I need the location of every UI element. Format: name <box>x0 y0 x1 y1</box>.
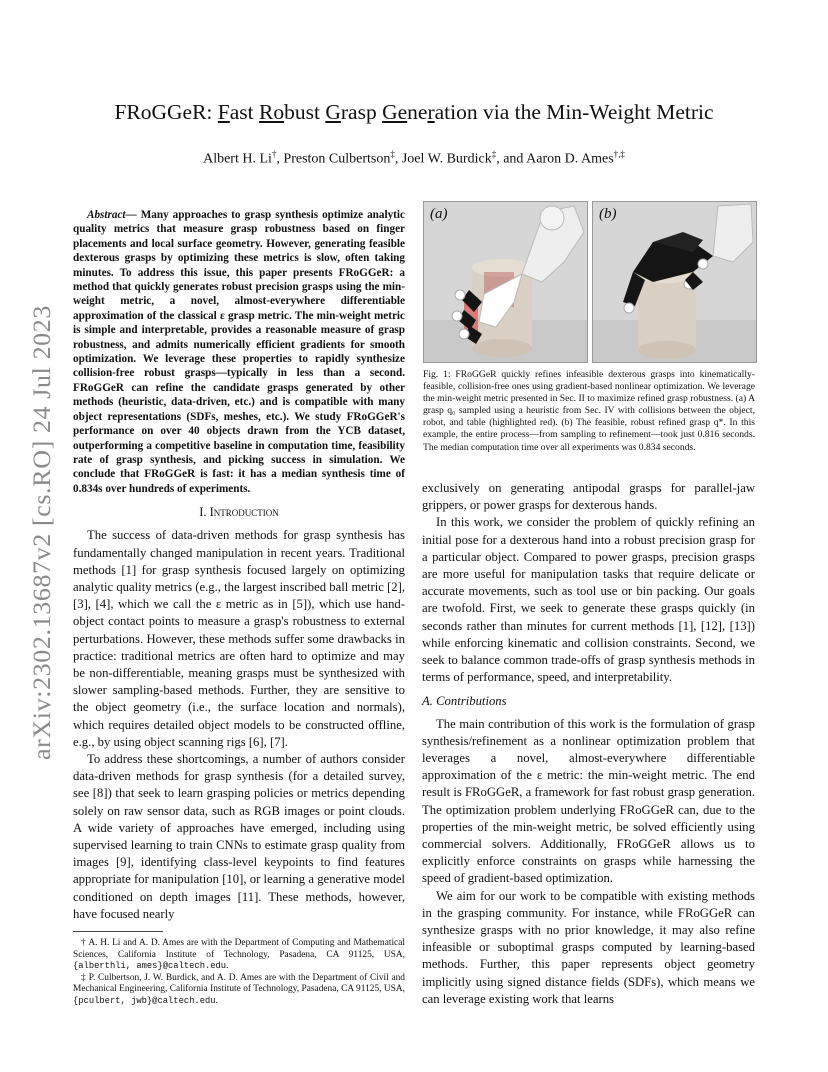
intro-paragraph-1: The success of data-driven methods for grasp synthesis has fundamentally changed manipulation in recent years. Traditional methods [1] for grasp synthesis focused largely on optimizing analytic quality metrics (e.g., the largest inscribed ball metric [2], [3], [4], which we call the ε metric as in [5]), which use hand-object contact points to measure a grasp's robustness to external perturbations. However, these methods suffer some drawbacks in practice: traditional metrics are often hard to optimize and may be non-differentiable, meaning grasps must be synthesized with slower sampling-based methods. Further, they are sensitive to the object geometry (i.e., the surface location and normals), which requires detailed object models to be constructed offline, e.g., by using object scanning rigs [6], [7]. <box>73 528 405 749</box>
figure-1-caption: Fig. 1: FRoGGeR quickly refines infeasible dexterous grasps into kinematically-feasible, collision-free ones using gradient-based nonlinear optimization. We leverage the min-weight metric presented in Sec. II to maximize refined grasp robustness. (a) A grasp q₀ sampled using a heuristic from Sec. IV with collisions between the object, robot, and table (highlighted red). (b) The feasible, robust refined grasp q*. In this example, the entire process—from sampling to refinement—took just 0.816 seconds. The median computation time over all experiments was 0.834 seconds. <box>423 369 755 453</box>
title-parts <box>218 100 714 124</box>
figure-panel-b <box>592 201 757 363</box>
footnote-2-text: ‡ P. Culbertson, J. W. Burdick, and A. D. Ames are with the Department of Civil and Mechanical Engineering, California Institute of Technology, Pasadena, CA 91125, USA, <box>73 972 405 995</box>
footnote-1 <box>73 938 405 973</box>
panel-b-label: (b) <box>599 206 617 222</box>
arxiv-identifier <box>12 302 68 762</box>
section-heading-introduction: I. Introduction <box>199 505 279 520</box>
footnote-1-end: . <box>226 961 229 972</box>
intro-paragraph-2: To address these shortcomings, a number of authors consider data-driven methods for grasp synthesis (for a detailed survey, see [8]) that seek to learn grasping policies or metrics depending solely on raw sensor data, such as RGB images or point clouds. A wide variety of approaches have emerged, including using supervised learning to train CNNs to estimate grasp quality from images [9], identifying class-level keypoints to find features appropriate for manipulation [10], or learning a generative model conditioned on depth images [11]. These methods, however, have focused nearly <box>73 751 405 921</box>
title-word-rest: ne <box>407 100 428 124</box>
author-name: Joel W. Burdick <box>401 151 492 167</box>
author-name: Preston Culbertson <box>283 151 391 167</box>
panel-a-label: (a) <box>430 206 448 222</box>
title-word-rest: rasp <box>340 100 383 124</box>
author-affiliation-mark: † <box>271 149 277 159</box>
author-affiliation-mark: †,‡ <box>613 149 625 159</box>
title-word-rest: ast <box>229 100 260 124</box>
author-affiliation-mark: ‡ <box>491 149 497 159</box>
author-name: Aaron D. Ames <box>526 151 614 167</box>
intro-paragraph-3-continued: exclusively on generating antipodal grasps for parallel-jaw grippers, or power grasps for dexterous hands. <box>422 481 755 513</box>
right-column <box>422 480 755 1008</box>
subsection-heading-contributions: A. Contributions <box>422 694 507 709</box>
title-prefix: FRoGGeR: <box>114 100 218 124</box>
figure-1 <box>423 201 755 361</box>
title-acronym-letter: Ro <box>259 100 285 124</box>
footnote-rule <box>73 931 163 932</box>
title-word-rest: bust <box>284 100 326 124</box>
title-acronym-letter: Ge <box>382 100 408 124</box>
contributions-paragraph-2: We aim for our work to be compatible with existing methods in the grasping community. For instance, while FRoGGeR can synthesize grasps with no prior knowledge, it may also refine infeasible or suboptimal grasps computed by learning-based methods. Further, this paper represents object geometry implicitly using signed distance fields (SDFs), which means we can leverage existing work that learns <box>422 888 755 1006</box>
arxiv-id-text: arXiv:2302.13687v2 [cs.RO] 24 Jul 2023 <box>29 321 56 760</box>
footnote-2-email[interactable]: {pculbert, jwb}@caltech.edu <box>73 995 216 1006</box>
contributions-paragraph-1: The main contribution of this work is the formulation of grasp synthesis/refinement as a nonlinear optimization problem that leverages a novel, almost-everywhere differentiable approximation of the ε metric: the min-weight metric. The end result is FRoGGeR, a framework for fast robust grasp generation. The optimization problem underlying FRoGGeR can, due to the properties of the min-weight metric, be solved efficiently using commercial solvers. Additionally, FRoGGeR allows us to explicitly enforce constraints on grasps while harnessing the speed of gradient-based optimization. <box>422 716 755 886</box>
title-acronym-letter: r <box>427 100 435 124</box>
author-affiliation-mark: ‡ <box>390 149 395 159</box>
robot-grasp-render-b <box>593 202 756 362</box>
abstract-text: — Many approaches to grasp synthesis optimize analytic quality metrics that measure grasp robustness based on finger placements and local surface geometry. However, generating feasible dexterous grasps by optimizing these metrics is slow, often taking minutes. To address this issue, this paper presents FRoGGeR: a method that quickly generates robust precision grasps using the min-weight metric, a novel, almost-everywhere differentiable approximation of the classical ε grasp metric. The min-weight metric is simple and interpretable, provides a reasonable measure of grasp robustness, and admits numerically efficient gradients for smooth optimization. We leverage these properties to rapidly synthesize collision-free robust grasps—typically in less than a second. FRoGGeR can refine the candidate grasps generated by other methods (heuristic, data-driven, etc.) and is compatible with many object representations (SDFs, meshes, etc.). We study FRoGGeR's performance on over 40 objects drawn from the YCB dataset, outperforming a competitive baseline in computation time, feasibility rate of grasp synthesis, and picking success in simulation. We conclude that FRoGGeR is fast: it has a median synthesis time of 0.834s over hundreds of experiments. <box>73 209 405 495</box>
author-name: Albert H. Li <box>203 151 272 167</box>
title-word-rest: ation via the Min-Weight Metric <box>434 100 714 124</box>
abstract-lead: Abstract <box>87 209 126 221</box>
footnotes <box>73 938 405 1008</box>
title-acronym-letter: G <box>325 100 341 124</box>
footnote-2-end: . <box>215 995 218 1006</box>
author-list: Albert H. Li†, Preston Culbertson‡, Joel W. Burdick‡, and Aaron D. Ames†,‡ <box>203 149 625 167</box>
robot-grasp-render-a <box>424 202 587 362</box>
left-column <box>73 208 405 1008</box>
footnote-2 <box>73 973 405 1008</box>
footnote-1-email[interactable]: {alberthli, ames}@caltech.edu <box>73 961 227 972</box>
abstract <box>73 208 405 496</box>
intro-paragraph-4: In this work, we consider the problem of quickly refining an initial pose for a dexterous hand into a robust precision grasp for a particular object. Compared to power grasps, precision grasps are more useful for manipulation tasks that require delicate or accurate movements, such as tool use or bin packing. Our goals are twofold. First, we seek to generate these grasps quickly (in seconds rather than minutes for current methods [1], [12], [13]) while enforcing kinematic and collision constraints. Second, we seek to balance common trade-offs of grasp synthesis methods in terms of performance, speed, and interpretability. <box>422 515 755 685</box>
title-acronym-letter: F <box>217 100 230 124</box>
figure-panel-a <box>423 201 588 363</box>
footnote-1-text: † A. H. Li and A. D. Ames are with the Department of Computing and Mathematical Sciences, California Institute of Technology, Pasadena, CA 91125, USA, <box>73 938 405 960</box>
paper-title <box>60 100 768 125</box>
